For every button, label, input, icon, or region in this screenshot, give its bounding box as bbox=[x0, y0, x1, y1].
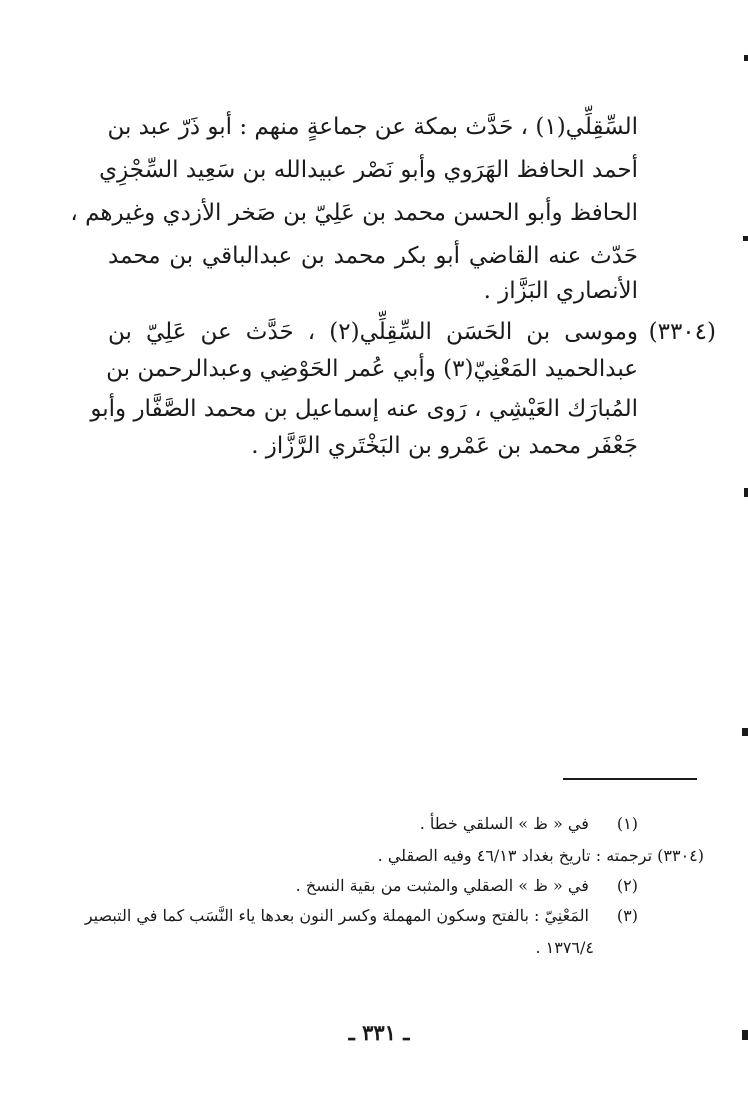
scan-edge-mark bbox=[742, 1030, 748, 1040]
footnote-separator bbox=[563, 778, 697, 780]
entry-3303-line-2: أحمد الحافظ الهَرَوي وأبو نَصْر عبيدالله بن سَعِيد السِّجْزِي bbox=[99, 157, 638, 183]
scan-edge-mark bbox=[744, 488, 748, 497]
footnote-3-continuation: ١٣٧٦/٤ . bbox=[535, 938, 594, 957]
footnote-1-text: في « ظ » السلقي خطأ . bbox=[419, 814, 589, 833]
footnote-3304-text: ترجمته : تاريخ بغداد ٤٦/١٣ وفيه الصقلي . bbox=[377, 846, 653, 865]
entry-3303-line-4: حَدّث عنه القاضي أبو بكر محمد بن عبدالباقي بن محمد bbox=[108, 243, 638, 269]
page-number: ـ ٣٣١ ـ bbox=[348, 1020, 410, 1045]
entry-3304-number: (٣٣٠٤) bbox=[648, 319, 716, 345]
footnote-3304-number: (٣٣٠٤) bbox=[657, 846, 704, 865]
entry-3304-line-3: المُبارَك العَيْشِي ، رَوى عنه إسماعيل بن محمد الصَّفَّار وأبو bbox=[90, 396, 638, 422]
footnote-3-number: (٣) bbox=[616, 906, 638, 925]
entry-3304-line-4: جَعْفَر محمد بن عَمْرو بن البَخْتَري الرَّزَّاز . bbox=[251, 433, 638, 459]
footnote-1 bbox=[420, 810, 638, 838]
scan-edge-mark bbox=[743, 236, 748, 241]
entry-3303-line-3: الحافظ وأبو الحسن محمد بن عَلِيّ بن صَخر الأزدي وغيرهم ، bbox=[70, 200, 638, 226]
footnote-3304 bbox=[378, 842, 704, 870]
footnote-2 bbox=[296, 872, 638, 900]
scan-edge-mark bbox=[742, 728, 748, 736]
entry-3304-line-1: وموسى بن الحَسَن السِّقِلِّي(٢) ، حَدَّث عن عَلِيّ بن bbox=[108, 319, 638, 345]
scan-edge-mark bbox=[744, 55, 748, 61]
footnote-2-number: (٢) bbox=[616, 876, 638, 895]
entry-3303-line-5: الأنصاري البَزَّاز . bbox=[483, 278, 638, 304]
entry-3303-line-1: السِّقِلِّي(١) ، حَدَّث بمكة عن جماعةٍ منهم : أبو ذَرّ عبد بن bbox=[107, 114, 638, 140]
footnote-3-text: المَعْنِيّ : بالفتح وسكون المهملة وكسر النون بعدها ياء النَّسَب كما في التبصير bbox=[84, 906, 589, 925]
footnote-1-number: (١) bbox=[616, 814, 638, 833]
footnote-3 bbox=[85, 902, 638, 930]
footnote-2-text: في « ظ » الصقلي والمثبت من بقية النسخ . bbox=[295, 876, 589, 895]
entry-3304-line-2: عبدالحميد المَعْنِيّ(٣) وأبي عُمر الحَوْضِي وعبدالرحمن بن bbox=[106, 356, 638, 382]
